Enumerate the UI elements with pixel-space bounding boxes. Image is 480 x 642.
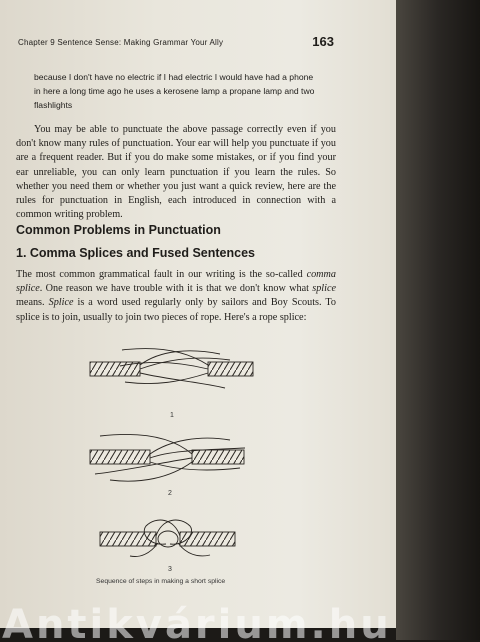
- text-run: is a word used regularly only by sailors and Boy Scouts. To splice is to join, usually to join two pieces of rope. Here's a rope splice:: [16, 297, 336, 323]
- running-head: Chapter 9 Sentence Sense: Making Grammar Your Ally: [18, 38, 224, 47]
- step-2-label: 2: [168, 490, 172, 497]
- paragraph-punctuation-intro: You may be able to punctuate the above passage correctly even if you don't know many rules of punctuation. Your ear will help you punctuate if you are a frequent reader. But if you do make some mistakes, or if you find your ear unreliable, you can only learn punctuation if you learn the rules. So whether you need them or whether you just want a quick review, here are the rules for punctuation in English, each introduced in connection with a common writing problem.: [16, 124, 336, 221]
- rope-splice-illustration: [80, 340, 280, 590]
- quoted-passage: because I don't have no electric if I had electric I would have had a phone in here a long time ago he uses a kerosene lamp a propane lamp and two flashlights: [34, 72, 315, 110]
- watermark: Antikvárium.hu: [2, 602, 392, 642]
- page-gutter-shadow: [396, 0, 480, 640]
- rope-splice-figure: [80, 340, 280, 590]
- splice-step-2-drawing: [90, 434, 245, 481]
- text-run: . One reason we have trouble with it is that we don't know what: [39, 283, 313, 295]
- figure-caption: Sequence of steps in making a short splice: [96, 578, 226, 585]
- text-run: means.: [16, 297, 49, 309]
- step-1-label: 1: [170, 412, 174, 419]
- term-comma-splice: comma splice: [16, 269, 336, 295]
- step-3-label: 3: [168, 566, 172, 573]
- text-run: The most common grammatical fault in our writing is the so-called: [16, 269, 307, 280]
- paragraph-comma-splice: [16, 268, 336, 325]
- splice-step-1-drawing: [90, 349, 253, 388]
- term-splice: splice: [312, 283, 336, 295]
- splice-step-3-drawing: [100, 520, 235, 556]
- page-number: 163: [312, 34, 334, 49]
- subsection-heading: 1. Comma Splices and Fused Sentences: [16, 246, 255, 260]
- term-splice-capitalized: Splice: [48, 297, 74, 309]
- section-heading: Common Problems in Punctuation: [16, 223, 221, 237]
